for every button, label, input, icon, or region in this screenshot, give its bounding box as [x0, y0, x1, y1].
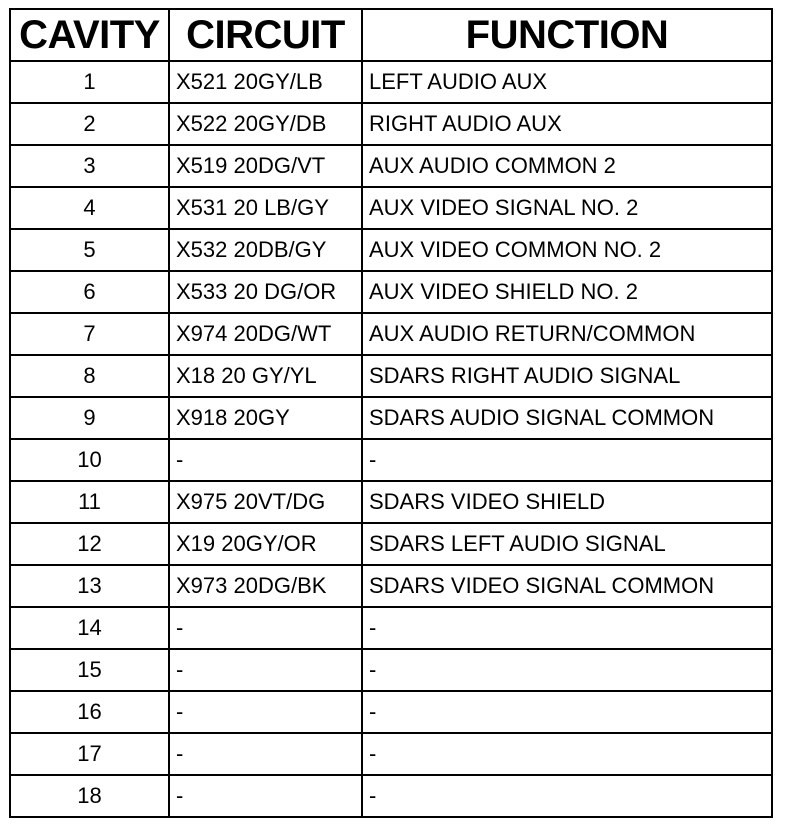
cavity-cell: 9 — [10, 397, 169, 439]
circuit-cell: X531 20 LB/GY — [169, 187, 362, 229]
circuit-cell: - — [169, 439, 362, 481]
function-cell: AUX VIDEO SHIELD NO. 2 — [362, 271, 772, 313]
cavity-cell: 15 — [10, 649, 169, 691]
circuit-cell: - — [169, 775, 362, 817]
circuit-cell: X19 20GY/OR — [169, 523, 362, 565]
cavity-cell: 7 — [10, 313, 169, 355]
circuit-cell: X533 20 DG/OR — [169, 271, 362, 313]
function-cell: AUX VIDEO SIGNAL NO. 2 — [362, 187, 772, 229]
circuit-cell: - — [169, 649, 362, 691]
table-row — [10, 691, 772, 733]
table-row — [10, 355, 772, 397]
function-cell: - — [362, 649, 772, 691]
table-row — [10, 61, 772, 103]
cavity-cell: 11 — [10, 481, 169, 523]
table-row — [10, 397, 772, 439]
cavity-cell: 12 — [10, 523, 169, 565]
circuit-cell: X519 20DG/VT — [169, 145, 362, 187]
circuit-cell: X18 20 GY/YL — [169, 355, 362, 397]
function-cell: SDARS VIDEO SHIELD — [362, 481, 772, 523]
circuit-cell: X975 20VT/DG — [169, 481, 362, 523]
cavity-cell: 8 — [10, 355, 169, 397]
circuit-cell: - — [169, 691, 362, 733]
cavity-cell: 18 — [10, 775, 169, 817]
function-cell: - — [362, 439, 772, 481]
table-header — [10, 9, 772, 61]
function-cell: - — [362, 607, 772, 649]
cavity-cell: 6 — [10, 271, 169, 313]
function-cell: LEFT AUDIO AUX — [362, 61, 772, 103]
function-cell: RIGHT AUDIO AUX — [362, 103, 772, 145]
cavity-cell: 14 — [10, 607, 169, 649]
header-row — [10, 9, 772, 61]
table-row — [10, 187, 772, 229]
header-circuit: CIRCUIT — [169, 9, 362, 61]
table-row — [10, 313, 772, 355]
header-function: FUNCTION — [362, 9, 772, 61]
function-cell: - — [362, 775, 772, 817]
circuit-cell: X974 20DG/WT — [169, 313, 362, 355]
circuit-cell: X522 20GY/DB — [169, 103, 362, 145]
table-row — [10, 271, 772, 313]
cavity-cell: 4 — [10, 187, 169, 229]
circuit-cell: - — [169, 733, 362, 775]
function-cell: AUX AUDIO RETURN/COMMON — [362, 313, 772, 355]
table-row — [10, 145, 772, 187]
circuit-cell: X521 20GY/LB — [169, 61, 362, 103]
function-cell: SDARS AUDIO SIGNAL COMMON — [362, 397, 772, 439]
table-row — [10, 229, 772, 271]
function-cell: SDARS VIDEO SIGNAL COMMON — [362, 565, 772, 607]
header-cavity: CAVITY — [10, 9, 169, 61]
circuit-cell: X532 20DB/GY — [169, 229, 362, 271]
function-cell: - — [362, 691, 772, 733]
function-cell: - — [362, 733, 772, 775]
table-row — [10, 649, 772, 691]
cavity-cell: 13 — [10, 565, 169, 607]
function-cell: AUX AUDIO COMMON 2 — [362, 145, 772, 187]
circuit-cell: X918 20GY — [169, 397, 362, 439]
cavity-cell: 3 — [10, 145, 169, 187]
cavity-cell: 10 — [10, 439, 169, 481]
function-cell: SDARS LEFT AUDIO SIGNAL — [362, 523, 772, 565]
table-row — [10, 733, 772, 775]
cavity-cell: 5 — [10, 229, 169, 271]
table-row — [10, 523, 772, 565]
cavity-cell: 17 — [10, 733, 169, 775]
table-row — [10, 565, 772, 607]
table-row — [10, 481, 772, 523]
function-cell: SDARS RIGHT AUDIO SIGNAL — [362, 355, 772, 397]
circuit-cell: - — [169, 607, 362, 649]
cavity-cell: 16 — [10, 691, 169, 733]
cavity-cell: 1 — [10, 61, 169, 103]
table-row — [10, 607, 772, 649]
table-body — [10, 61, 772, 817]
function-cell: AUX VIDEO COMMON NO. 2 — [362, 229, 772, 271]
circuit-cell: X973 20DG/BK — [169, 565, 362, 607]
table-row — [10, 775, 772, 817]
table-row — [10, 103, 772, 145]
cavity-cell: 2 — [10, 103, 169, 145]
connector-pinout-table — [9, 8, 773, 818]
table-row — [10, 439, 772, 481]
